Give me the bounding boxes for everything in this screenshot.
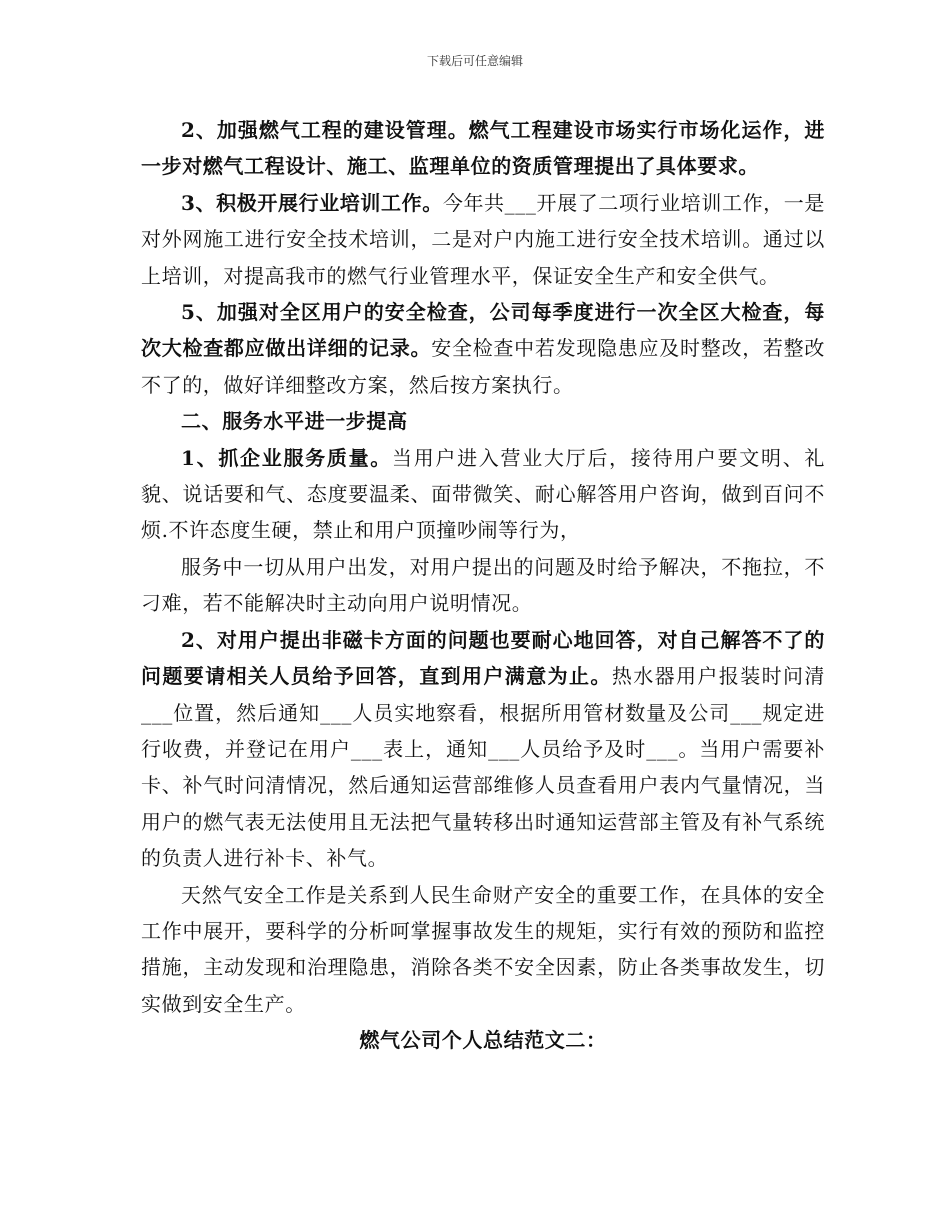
paragraph-lead: 1、抓企业服务质量。 [181, 445, 392, 470]
paragraph-text: 天然气安全工作是关系到人民生命财产安全的重要工作，在具体的安全工作中展开，要科学的分析呵掌握事故发生的规矩，实行有效的预防和监控措施，主动发现和治理隐患，消除各类不安全因素，防止各类事故发生，切实做到安全生产。 [141, 882, 825, 1016]
paragraph [141, 294, 825, 403]
document-body [141, 112, 825, 1059]
paragraph [141, 440, 825, 549]
paragraph-text: 今年共___开展了二项行业培训工作，一是对外网施工进行安全技术培训，二是对户内施工进行安全技术培训。通过以上培训，对提高我市的燃气行业管理水平，保证安全生产和安全供气。 [141, 190, 826, 288]
page-header: 下载后可任意编辑 [426, 54, 523, 68]
paragraph-text: 当用户进入营业大厅后，接待用户要文明、礼貌、说话要和气、态度要温柔、面带微笑、耐心解答用户咨询，做到百问不烦.不许态度生硬，禁止和用户顶撞吵闹等行为， [141, 445, 826, 543]
paragraph [141, 622, 825, 877]
paragraph-lead: 5、加强对全区用户的安全检查，公司每季度进行一次全区大检查，每次大检查都应做出详细的记录。 [141, 300, 825, 361]
paragraph-lead: 二、服务水平进一步提高 [181, 409, 408, 434]
paragraph-lead: 3、积极开展行业培训工作。 [181, 190, 443, 215]
paragraph-text: 安全检查中若发现隐患应及时整改，若整改不了的，做好详细整改方案，然后按方案执行。 [141, 336, 825, 397]
paragraph [141, 549, 825, 622]
section-title: 燃气公司个人总结范文二： [359, 1028, 607, 1053]
paragraph-text: 服务中一切从用户出发，对用户提出的问题及时给予解决，不拖拉，不刁难，若不能解决时主动向用户说明情况。 [141, 554, 825, 616]
paragraph-text: 热水器用户报装时问清___位置，然后通知___人员实地察看，根据所用管材数量及公司___规定进行收费，并登记在用户___表上，通知___人员给予及时___。当用户需要补卡、补气时问清情况，然后通知运营部维修人员查看用户表内气量情况，当用户的燃气表无法使用且无法把气量转移出时通知运营部主管及有补气系统的负责人进行补卡、补气。 [141, 664, 826, 871]
paragraph-lead: 2、对用户提出非磁卡方面的问题也要耐心地回答，对自己解答不了的问题要请相关人员给予回答，直到用户满意为止。 [141, 627, 825, 689]
paragraph [141, 877, 825, 1023]
section-heading [141, 403, 825, 439]
paragraph-lead: 2、加强燃气工程的建设管理。燃气工程建设市场实行市场化运作，进一步对燃气工程设计、施工、监理单位的资质管理提出了具体要求。 [141, 118, 825, 179]
paragraph [141, 185, 825, 294]
paragraph [141, 112, 825, 185]
